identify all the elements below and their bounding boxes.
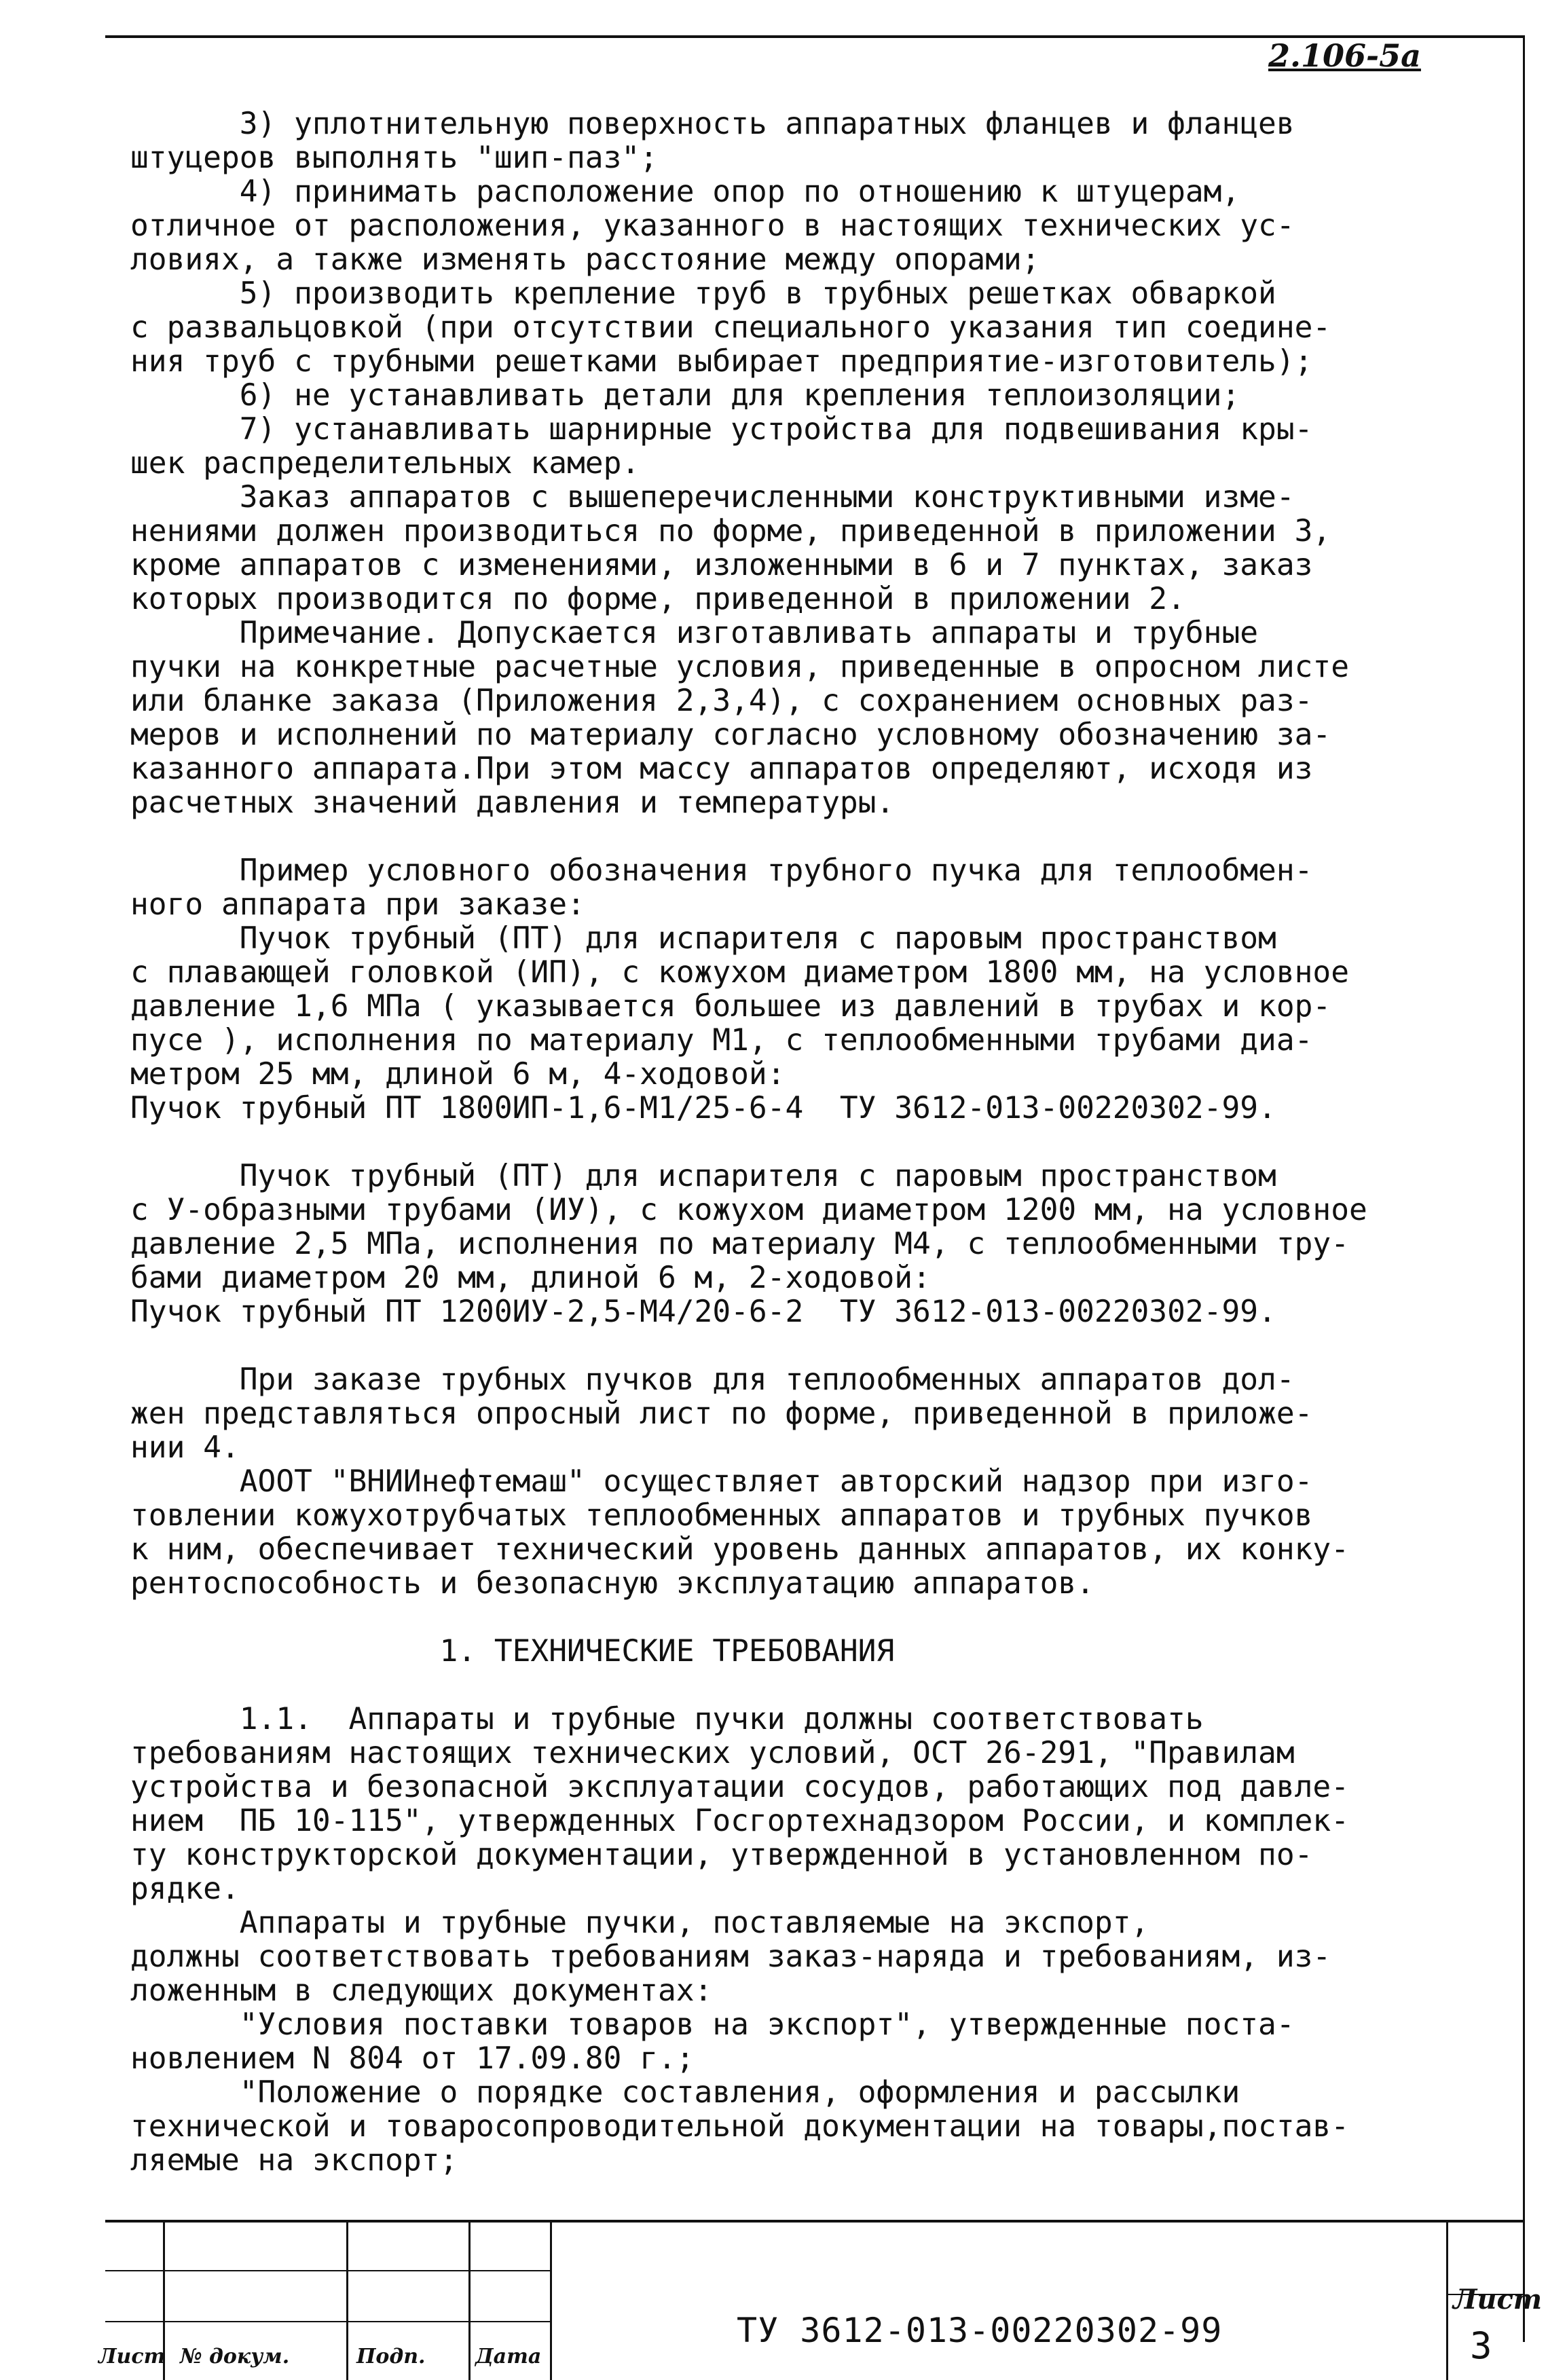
text-line: давление 1,6 МПа ( указывается большее из давлений в трубах и кор- [130,989,1331,1024]
blank-line [130,1601,1515,1635]
text-line: рентоспособность и безопасную эксплуатацию аппаратов. [130,1566,1094,1601]
blank-line [130,820,1515,854]
document-code: ТУ 3612-013-00220302-99 [737,2311,1223,2350]
text-line: должны соответствовать требованиям заказ-наряда и требованиям, из- [130,1939,1331,1974]
text-line: Примечание. Допускается изготавливать аппараты и трубные [130,616,1259,650]
text-line: меров и исполнений по материалу согласно условному обозначению за- [130,718,1331,752]
text-line: новлением N 804 от 17.09.80 г.; [130,2041,695,2076]
text-line: давление 2,5 МПа, исполнения по материалу М4, с теплообменными тру- [130,1227,1350,1261]
text-line: Аппараты и трубные пучки, поставляемые на экспорт, [130,1905,1149,1940]
title-block-col-line [468,2223,471,2380]
text-line: "Условия поставки товаров на экспорт", утвержденные поста- [130,2007,1295,2042]
text-line: ложенным в следующих документах: [130,1973,713,2008]
text-line: ния труб с трубными решетками выбирает предприятие-изготовитель); [130,344,1313,379]
text-line: 6) не устанавливать детали для крепления теплоизоляции; [130,378,1240,413]
text-line: с развальцовкой (при отсутствии специального указания тип соедине- [130,310,1331,345]
blank-line [130,1669,1515,1703]
text-line: АООТ "ВНИИнефтемаш" осуществляет авторский надзор при изго- [130,1464,1313,1499]
text-line: 4) принимать расположение опор по отношению к штуцерам, [130,174,1240,209]
sheet-label: Лист [1453,2284,1543,2316]
text-line: ловиях, а также изменять расстояние между опорами; [130,242,1040,277]
text-line: товлении кожухотрубчатых теплообменных аппаратов и трубных пучков [130,1498,1313,1533]
text-line: Пример условного обозначения трубного пучка для теплообмен- [130,853,1313,888]
text-line: отличное от расположения, указанного в настоящих технических ус- [130,208,1295,243]
text-line: ляемые на экспорт; [130,2143,458,2178]
text-line: метром 25 мм, длиной 6 м, 4-ходовой: [130,1057,786,1092]
text-line: штуцеров выполнять "шип-паз"; [130,141,658,175]
text-line: пучки на конкретные расчетные условия, приведенные в опросном листе [130,650,1350,684]
text-line: с У-образными трубами (ИУ), с кожухом диаметром 1200 мм, на условное [130,1193,1367,1227]
stamp-label-date: Дата [475,2345,542,2368]
text-line: жен представляться опросный лист по форме, приведенной в приложе- [130,1396,1313,1431]
text-line: 3) уплотнительную поверхность аппаратных фланцев и фланцев [130,107,1295,141]
text-line: 1. ТЕХНИЧЕСКИЕ ТРЕБОВАНИЯ [130,1634,895,1669]
text-line: При заказе трубных пучков для теплообменных аппаратов дол- [130,1362,1295,1397]
text-line: нием ПБ 10-115", утвержденных Госгортехнадзором России, и комплек- [130,1804,1350,1838]
text-line: 5) производить крепление труб в трубных решетках обваркой [130,276,1276,311]
text-line: казанного аппарата.При этом массу аппаратов определяют, исходя из [130,751,1313,786]
title-block-row-line [105,2321,550,2322]
title-block-col-line [346,2223,348,2380]
text-line: к ним, обеспечивает технический уровень данных аппаратов, их конку- [130,1532,1350,1567]
text-line: которых производится по форме, приведенной в приложении 2. [130,582,1185,616]
blank-line [130,1329,1515,1363]
stamp-label-signature: Подп. [356,2345,426,2368]
text-line: устройства и безопасной эксплуатации сосудов, работающих под давле- [130,1770,1350,1804]
text-line: кроме аппаратов с изменениями, изложенными в 6 и 7 пунктах, заказ [130,548,1313,582]
text-line: ту конструкторской документации, утвержденной в установленном по- [130,1838,1313,1872]
title-block [98,2220,1543,2380]
text-line: рядке. [130,1872,240,1906]
text-line: "Положение о порядке составления, оформления и рассылки [130,2075,1240,2110]
title-block-col-line [550,2223,552,2380]
text-line: Пучок трубный (ПТ) для испарителя с паровым пространством [130,1159,1276,1193]
title-block-col-line [1446,2223,1448,2380]
document-body [130,107,1515,2178]
text-line: расчетных значений давления и температуры. [130,785,895,820]
text-line: ного аппарата при заказе: [130,887,585,922]
text-line: нениями должен производиться по форме, приведенной в приложении 3, [130,514,1331,548]
stamp-label-doc-number: № докум. [180,2345,290,2368]
text-line: Заказ аппаратов с вышеперечисленными конструктивными изме- [130,480,1295,515]
frame-right-line [1523,35,1525,2342]
text-line: с плавающей головкой (ИП), с кожухом диаметром 1800 мм, на условное [130,955,1350,990]
text-line: 1.1. Аппараты и трубные пучки должны соответствовать [130,1702,1204,1736]
text-line: шек распределительных камер. [130,446,640,481]
text-line: Пучок трубный ПТ 1200ИУ-2,5-М4/20-6-2 ТУ 3612-013-00220302-99. [130,1295,1276,1329]
text-line: Пучок трубный (ПТ) для испарителя с паровым пространством [130,921,1276,956]
sheet-code: 2.106-5а [1268,37,1421,74]
title-block-row-line [105,2270,550,2271]
stamp-label-sheet: Лист [98,2345,166,2368]
text-line: или бланке заказа (Приложения 2,3,4), с сохранением основных раз- [130,684,1313,718]
text-line: бами диаметром 20 мм, длиной 6 м, 2-ходовой: [130,1261,931,1295]
text-line: требованиям настоящих технических условий, ОСТ 26-291, "Правилам [130,1736,1295,1770]
sheet-number: 3 [1470,2324,1492,2367]
text-line: пусе ), исполнения по материалу М1, с теплообменными трубами диа- [130,1023,1313,1058]
blank-line [130,1126,1515,1159]
text-line: 7) устанавливать шарнирные устройства для подвешивания кры- [130,412,1313,447]
text-line: технической и товаросопроводительной документации на товары,постав- [130,2109,1350,2144]
text-line: Пучок трубный ПТ 1800ИП-1,6-М1/25-6-4 ТУ 3612-013-00220302-99. [130,1091,1276,1126]
text-line: нии 4. [130,1430,240,1465]
